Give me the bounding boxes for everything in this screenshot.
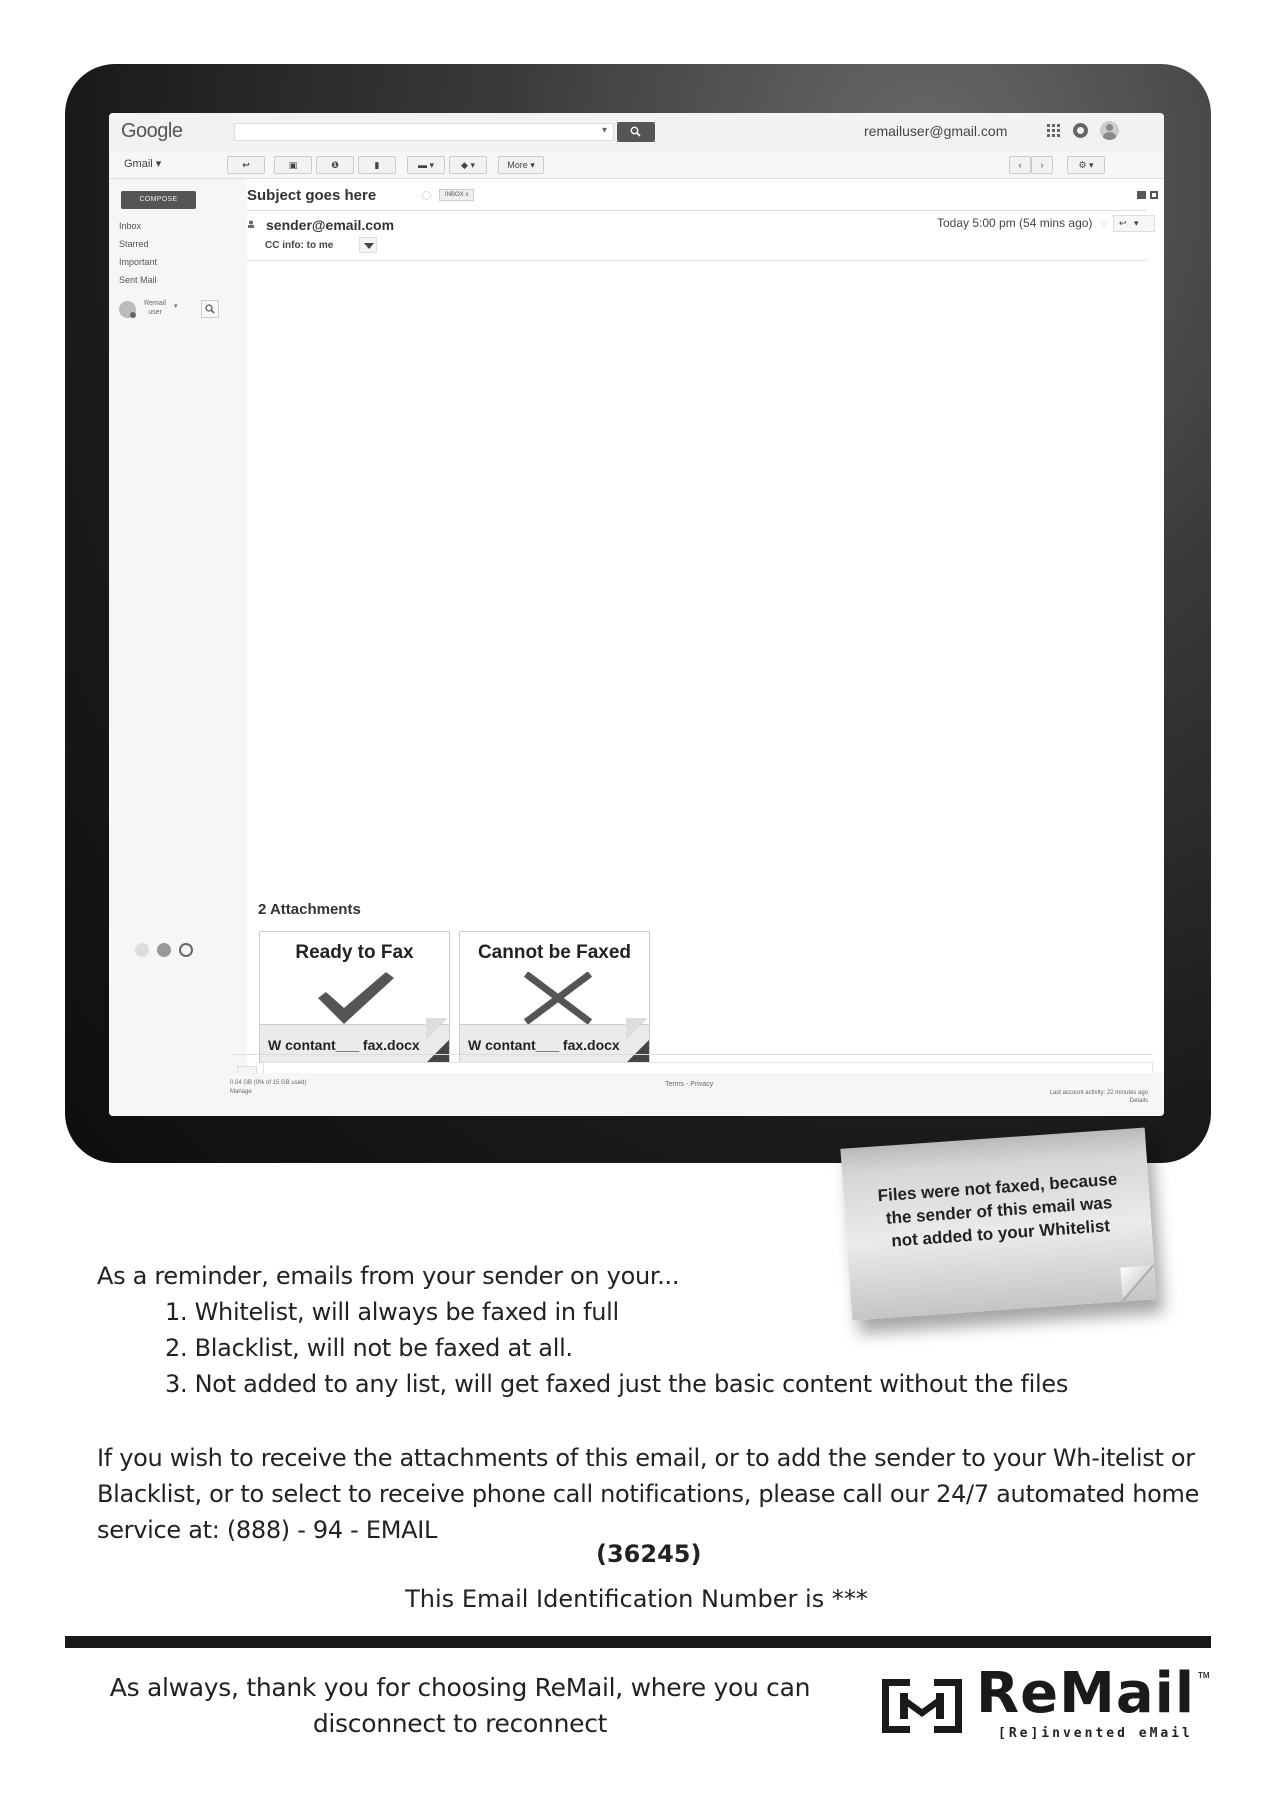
print-icon[interactable]: [1137, 191, 1146, 199]
compose-button[interactable]: COMPOSE: [121, 191, 196, 209]
inbox-label-text: INBOX: [445, 192, 464, 198]
email-subject: Subject goes here: [247, 187, 377, 204]
nav-item-important[interactable]: Important: [119, 257, 158, 267]
archive-button[interactable]: ▣: [274, 156, 312, 174]
sender-person-icon: [247, 220, 255, 228]
search-input[interactable]: [234, 123, 614, 141]
manage-link[interactable]: Manage: [230, 1089, 252, 1095]
page-fold-icon: [426, 1018, 448, 1040]
details-link[interactable]: Details: [1129, 1098, 1148, 1104]
attachment-file-bar: [460, 1024, 649, 1062]
sender-email[interactable]: sender@email.com: [266, 217, 395, 233]
reminder-item-whitelist: 1. Whitelist, will always be faxed in full: [165, 1298, 619, 1326]
attachment-status: Cannot be Faxed: [477, 942, 632, 963]
terms-privacy-link[interactable]: Terms - Privacy: [665, 1081, 714, 1088]
remail-envelope-icon: [880, 1677, 964, 1735]
gmail-menu[interactable]: Gmail ▾: [124, 158, 162, 170]
message-view: [247, 179, 1164, 1116]
device-frame: [65, 64, 1211, 1163]
attachment-file-bar: [260, 1024, 449, 1062]
nav-item-inbox[interactable]: Inbox: [119, 221, 142, 231]
attachments-title: 2 Attachments: [258, 901, 361, 918]
new-window-icon[interactable]: [1150, 191, 1158, 199]
contacts-icon[interactable]: [135, 943, 149, 957]
account-activity: [1050, 1089, 1148, 1105]
gmail-menu-label: Gmail: [124, 158, 153, 170]
inbox-label-badge[interactable]: INBOX x: [439, 189, 474, 201]
search-dropdown-icon[interactable]: ▾: [601, 125, 607, 136]
storage-info: [230, 1079, 306, 1097]
details-dropdown-icon[interactable]: [359, 237, 377, 253]
attachment-filename: W contant___ fax.docx: [268, 1037, 420, 1053]
hangouts-avatar: [119, 301, 136, 318]
x-icon: [524, 972, 592, 1024]
search-button[interactable]: [617, 122, 655, 142]
more-button[interactable]: More ▾: [498, 156, 544, 174]
labels-button[interactable]: ◆ ▾: [449, 156, 487, 174]
importance-icon[interactable]: [422, 191, 431, 200]
move-to-button[interactable]: ▬ ▾: [407, 156, 445, 174]
divider: [247, 210, 1147, 211]
hangouts-user[interactable]: [119, 299, 224, 323]
email-id-line: This Email Identification Number is ***: [405, 1585, 868, 1613]
instructions-paragraph: If you wish to receive the attachments of this email, or to add the sender to your Wh-itelist or Blacklist, or to select to receive phone call notifications, please call our 24/7 automated home service at: (888) - 94 - EMAIL: [97, 1444, 1200, 1544]
google-logo: Google: [121, 120, 183, 142]
more-button-label: More: [507, 160, 528, 170]
remail-logo: [880, 1661, 1210, 1745]
last-activity: Last account activity: 22 minutes ago: [1049, 1090, 1148, 1096]
remail-tagline: [Re]invented eMail: [998, 1726, 1193, 1741]
note-text: Files were not faxed, because the sender of this email was not added to your Whitelist: [877, 1169, 1118, 1251]
cc-line: CC info: to me: [265, 240, 334, 251]
back-button[interactable]: ↩: [227, 156, 265, 174]
attachment-status: Ready to Fax: [295, 942, 414, 963]
attachment-card-blocked[interactable]: [459, 931, 650, 1063]
check-icon: [318, 972, 394, 1024]
divider-bar: [65, 1636, 1211, 1648]
gmail-screen: [109, 113, 1164, 1116]
hangouts-icon[interactable]: [157, 943, 171, 957]
gmail-footer: [109, 1073, 1164, 1116]
gmail-header: [109, 113, 1164, 151]
divider: [247, 260, 1147, 261]
trademark: TM: [1198, 1671, 1210, 1680]
thank-you-message: As always, thank you for choosing ReMail, where you can disconnect to reconnect: [109, 1673, 811, 1738]
reminder-item-no-list: 3. Not added to any list, will get faxed just the basic content without the files: [165, 1370, 1069, 1398]
reminder-intro: As a reminder, emails from your sender on your...: [97, 1262, 680, 1290]
sticky-note: [840, 1128, 1156, 1321]
reply-button[interactable]: ↩ ▾: [1113, 215, 1155, 232]
storage-usage: 0.04 GB (0% of 15 GB used): [230, 1080, 307, 1086]
email-time: Today 5:00 pm (54 mins ago): [937, 216, 1093, 230]
gmail-toolbar: [109, 151, 1164, 179]
page-fold-shadow: [627, 1040, 649, 1062]
chevron-down-icon[interactable]: ▾: [174, 303, 178, 310]
nav-item-sent-mail[interactable]: Sent Mail: [119, 275, 157, 285]
phone-number-digits: (36245): [596, 1540, 702, 1568]
attachment-card-ready[interactable]: [259, 931, 450, 1063]
hangouts-user-name: Remail user: [144, 300, 166, 316]
left-footer-icons: [135, 942, 205, 958]
account-avatar[interactable]: [1100, 121, 1119, 140]
page-fold-shadow: [427, 1040, 449, 1062]
search-icon: [630, 126, 641, 137]
reminder-item-blacklist: 2. Blacklist, will not be faxed at all.: [165, 1334, 573, 1362]
page-fold-icon: [626, 1018, 648, 1040]
report-spam-button[interactable]: ❶: [316, 156, 354, 174]
page-curl-icon: [1120, 1265, 1156, 1301]
star-icon[interactable]: ☆: [1099, 218, 1109, 230]
hangouts-search-button[interactable]: [201, 300, 219, 318]
settings-button[interactable]: ⚙ ▾: [1067, 156, 1105, 174]
delete-button[interactable]: ▮: [358, 156, 396, 174]
account-email: remailuser@gmail.com: [864, 123, 1008, 139]
nav-list: [119, 217, 157, 289]
nav-item-starred[interactable]: Starred: [119, 239, 149, 249]
attachment-filename: W contant___ fax.docx: [468, 1037, 620, 1053]
prev-button[interactable]: ‹: [1009, 156, 1031, 174]
phone-icon[interactable]: [179, 943, 193, 957]
apps-grid-icon[interactable]: [1047, 124, 1061, 138]
remail-wordmark: ReMail: [976, 1661, 1196, 1726]
search-icon: [205, 304, 215, 314]
notifications-icon[interactable]: [1073, 123, 1088, 138]
divider: [233, 1054, 1153, 1055]
next-button[interactable]: ›: [1031, 156, 1053, 174]
